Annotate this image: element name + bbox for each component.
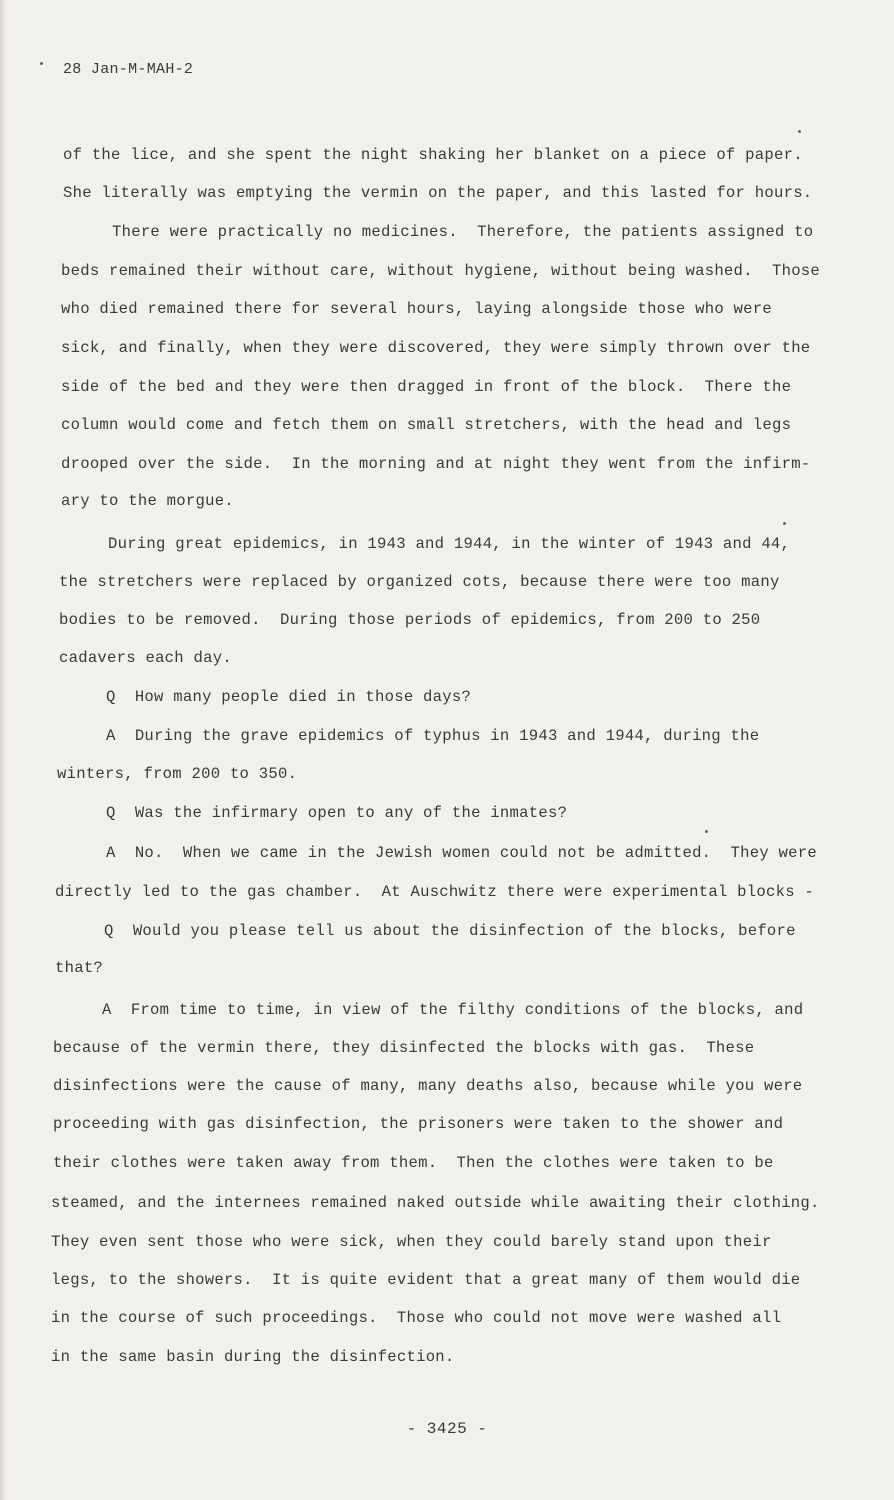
page-edge-shadow <box>0 0 6 1500</box>
text-line: During great epidemics, in 1943 and 1944, in the winter of 1943 and 44, <box>108 535 791 553</box>
text-line: proceeding with gas disinfection, the prisoners were taken to the shower and <box>53 1115 784 1133</box>
text-line: legs, to the showers. It is quite evident that a great many of them would die <box>51 1271 801 1289</box>
text-line: of the lice, and she spent the night shaking her blanket on a piece of paper. <box>63 146 803 164</box>
text-line: winters, from 200 to 350. <box>57 765 298 783</box>
text-line: because of the vermin there, they disinfected the blocks with gas. These <box>53 1039 755 1057</box>
text-line: A From time to time, in view of the filthy conditions of the blocks, and <box>102 1001 804 1019</box>
text-line: drooped over the side. In the morning and at night they went from the infirm- <box>61 455 811 473</box>
text-line: that? <box>55 959 104 977</box>
text-line: Q Would you please tell us about the disinfection of the blocks, before <box>104 922 796 940</box>
text-line: They even sent those who were sick, when they could barely stand upon their <box>51 1233 772 1251</box>
text-line: She literally was emptying the vermin on the paper, and this lasted for hours. <box>63 184 813 202</box>
paper-speck <box>783 522 786 525</box>
text-line: who died remained there for several hours, laying alongside those who were <box>61 300 772 318</box>
text-line: in the same basin during the disinfection. <box>51 1348 455 1366</box>
text-line: steamed, and the internees remained naked outside while awaiting their clothing. <box>51 1194 820 1212</box>
text-line: in the course of such proceedings. Those who could not move were washed all <box>51 1309 782 1327</box>
text-line: bodies to be removed. During those periods of epidemics, from 200 to 250 <box>59 611 761 629</box>
text-line: directly led to the gas chamber. At Auschwitz there were experimental blocks - <box>55 883 815 901</box>
paper-speck <box>705 830 708 833</box>
text-line: A No. When we came in the Jewish women could not be admitted. They were <box>106 844 817 862</box>
text-line: their clothes were taken away from them. Then the clothes were taken to be <box>53 1154 774 1172</box>
page-number: - 3425 - <box>406 1420 488 1438</box>
text-line: Q How many people died in those days? <box>106 688 472 706</box>
text-line: column would come and fetch them on small stretchers, with the head and legs <box>61 416 792 434</box>
text-line: sick, and finally, when they were discovered, they were simply thrown over the <box>61 339 811 357</box>
text-line: There were practically no medicines. Therefore, the patients assigned to <box>112 223 814 241</box>
text-line: ary to the morgue. <box>61 492 234 510</box>
text-line: disinfections were the cause of many, many deaths also, because while you were <box>53 1077 803 1095</box>
text-line: Q Was the infirmary open to any of the inmates? <box>106 804 568 822</box>
text-line: beds remained their without care, without hygiene, without being washed. Those <box>61 262 821 280</box>
document-header: 28 Jan-M-MAH-2 <box>63 61 194 78</box>
paper-speck <box>40 62 43 65</box>
text-line: cadavers each day. <box>59 649 232 667</box>
paper-speck <box>798 130 801 133</box>
text-line: the stretchers were replaced by organized cots, because there were too many <box>59 573 780 591</box>
text-line: side of the bed and they were then dragged in front of the block. There the <box>61 378 792 396</box>
text-line: A During the grave epidemics of typhus in 1943 and 1944, during the <box>106 727 760 745</box>
